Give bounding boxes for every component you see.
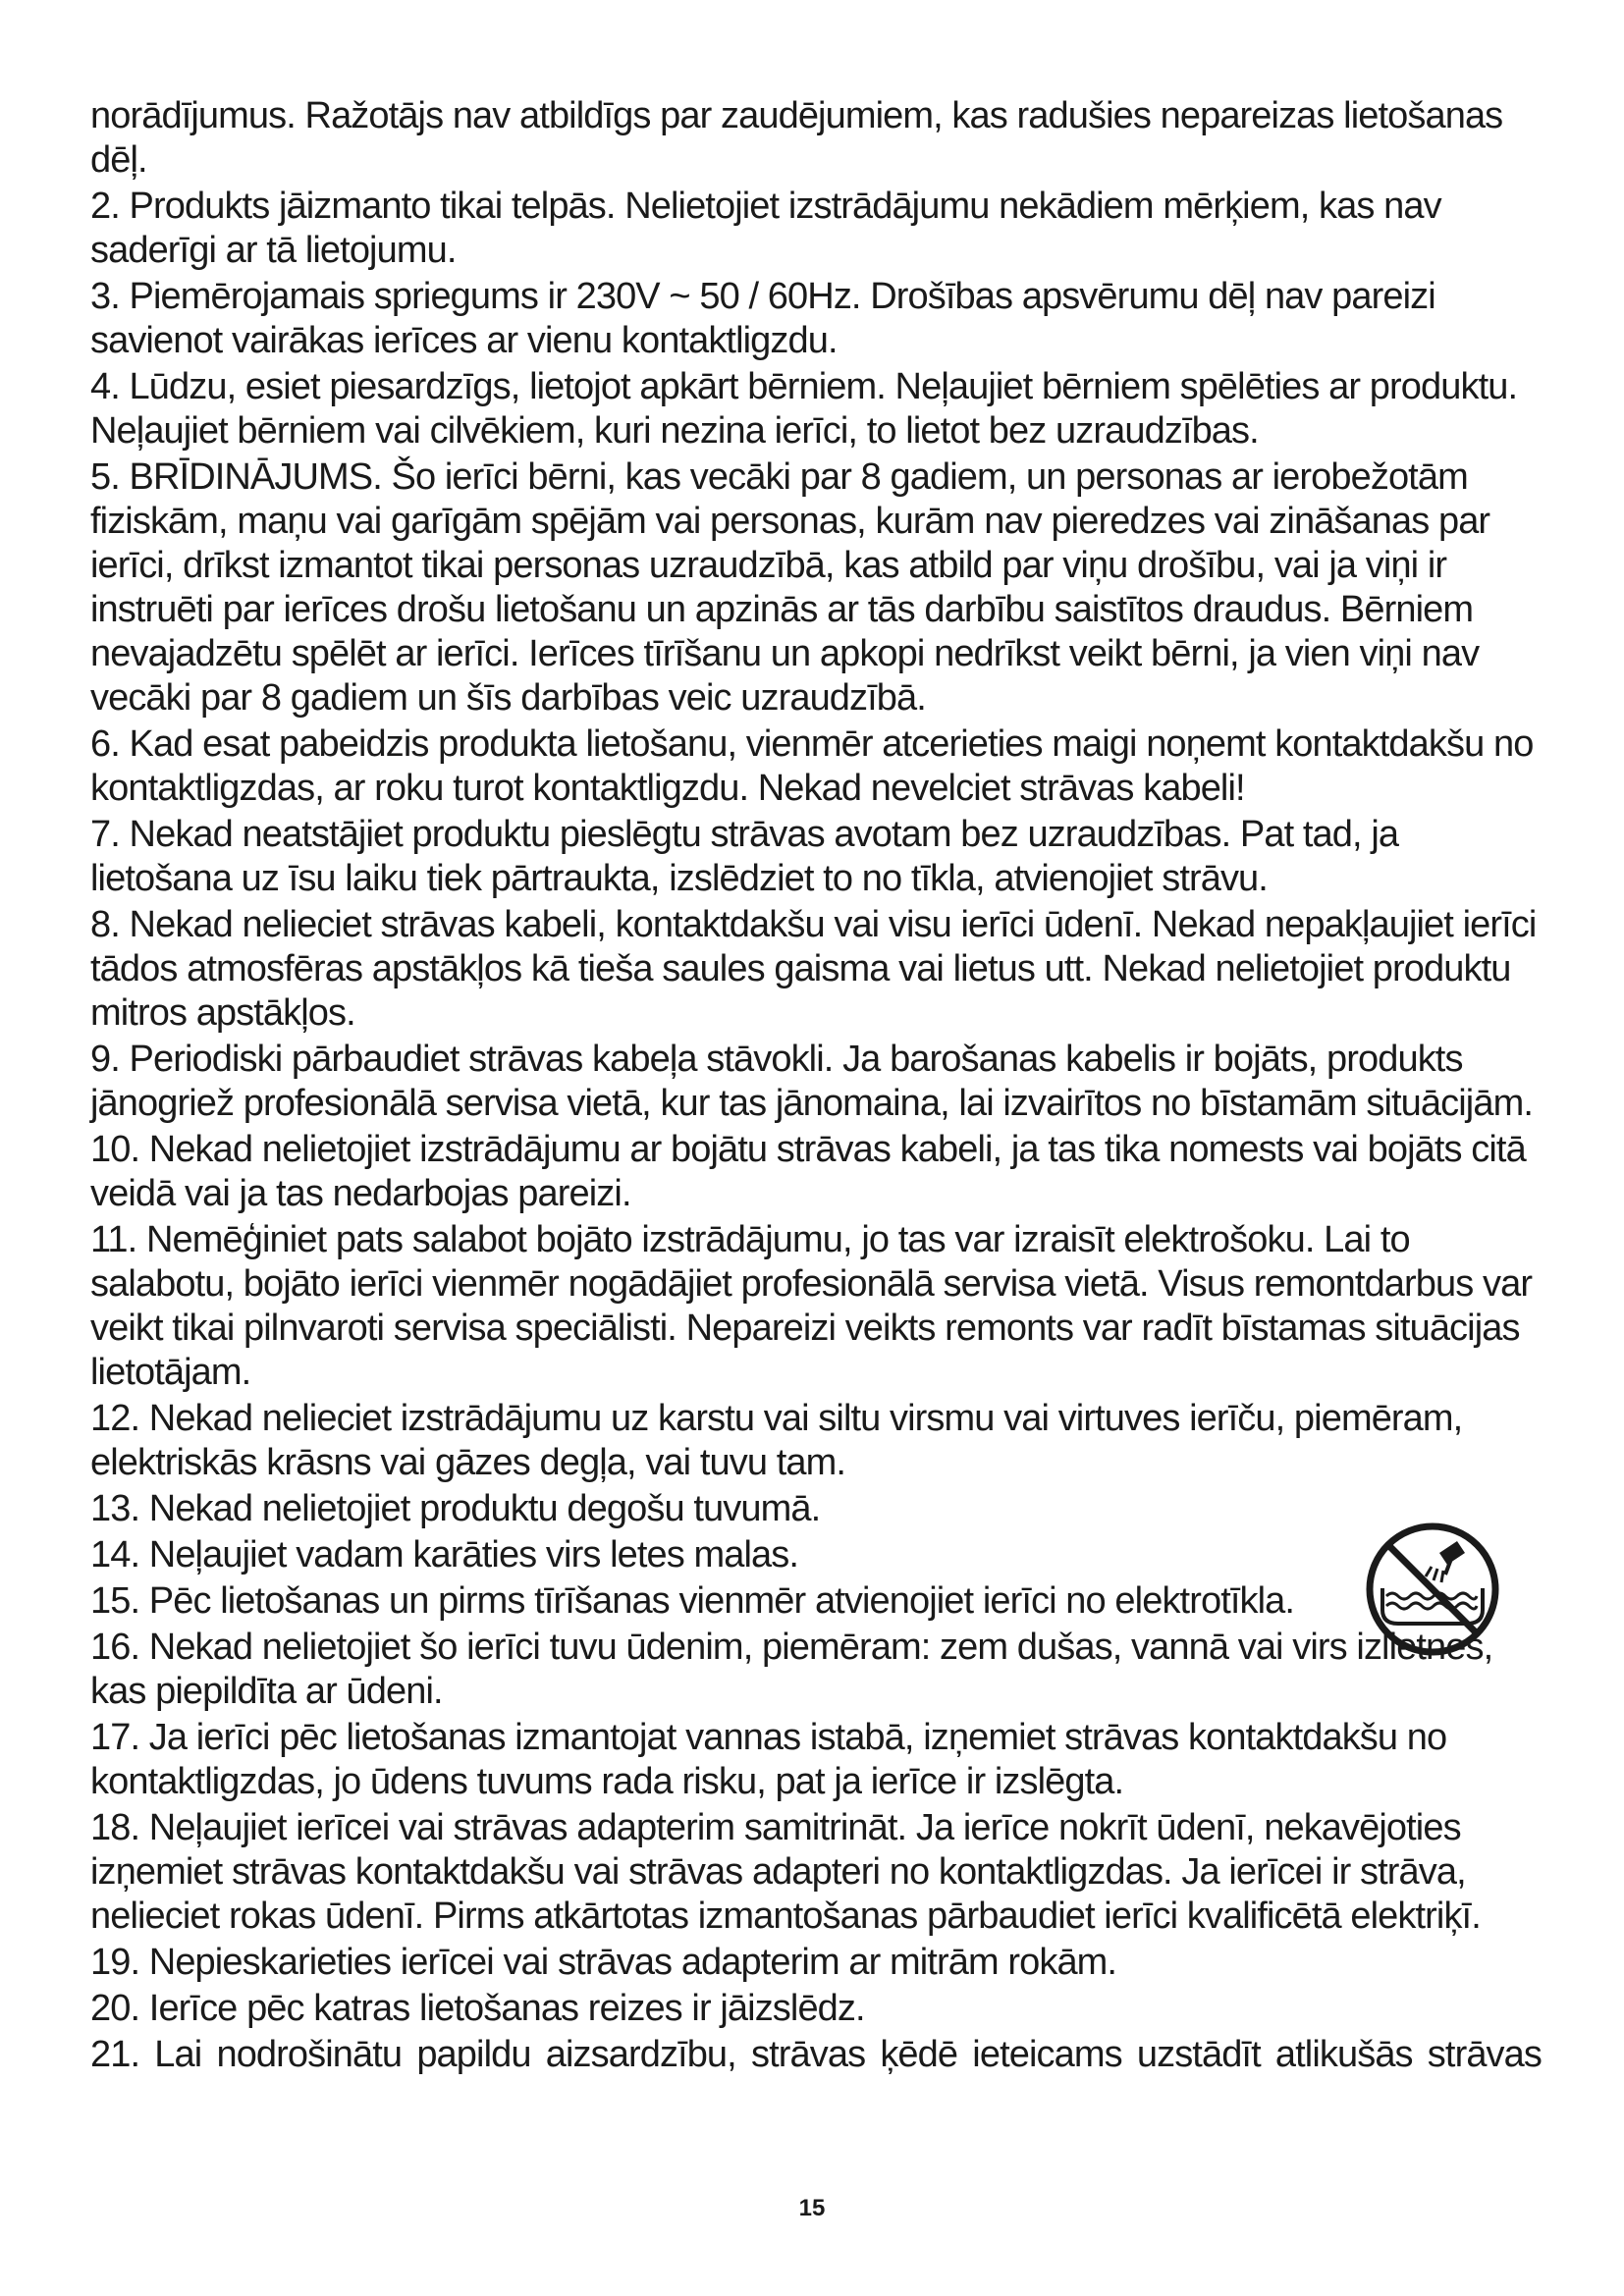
no-water-bath-icon xyxy=(1363,1520,1502,1659)
paragraph-5-warning: 5. BRĪDINĀJUMS. Šo ierīci bērni, kas vecāki par 8 gadiem, un personas ar ierobežotām fiziskām, maņu vai garīgām spējām vai personas, kurām nav pieredzes vai zināšanas par ierīci, drīkst izmantot tikai personas uzraudzībā, kas atbild par viņu drošību, vai ja viņi ir instruēti par ierīces drošu lietošanu un apzinās ar tās darbību saistītos draudus. Bērniem nevajadzētu spēlēt ar ierīci. Ierīces tīrīšanu un apkopi nedrīkst veikt bērni, ja vien viņi nav vecāki par 8 gadiem un šīs darbības veic uzraudzībā. xyxy=(90,456,1490,719)
paragraph-2: 2. Produkts jāizmanto tikai telpās. Nelietojiet izstrādājumu nekādiem mērķiem, kas nav saderīgi ar tā lietojumu. xyxy=(90,186,1441,271)
paragraph-4: 4. Lūdzu, esiet piesardzīgs, lietojot apkārt bērniem. Neļaujiet bērniem spēlēties ar produktu. Neļaujiet bērniem vai cilvēkiem, kuri nezina ierīci, to lietot bez uzraudzības. xyxy=(90,366,1518,452)
paragraph-7: 7. Nekad neatstājiet produktu pieslēgtu strāvas avotam bez uzraudzības. Pat tad, ja lietošana uz īsu laiku tiek pārtraukta, izslēdziet to no tīkla, atvienojiet strāvu. xyxy=(90,814,1399,899)
paragraph-21: 21. Lai nodrošinātu papildu aizsardzību, strāvas ķēdē ieteicams uzstādīt atlikušās strāvas xyxy=(90,2034,1542,2075)
paragraph-3: 3. Piemērojamais spriegums ir 230V ~ 50 / 60Hz. Drošības apsvērumu dēļ nav pareizi savienot vairākas ierīces ar vienu kontaktligzdu. xyxy=(90,276,1435,361)
paragraph-6: 6. Kad esat pabeidzis produkta lietošanu, vienmēr atcerieties maigi noņemt kontaktdakšu no kontaktligzdas, ar roku turot kontaktligzdu. Nekad nevelciet strāvas kabeli! xyxy=(90,723,1534,809)
paragraph-14: 14. Neļaujiet vadam karāties virs letes malas. xyxy=(90,1534,799,1575)
paragraph-8: 8. Nekad nelieciet strāvas kabeli, kontaktdakšu vai visu ierīci ūdenī. Nekad nepakļaujiet ierīci tādos atmosfēras apstākļos kā tieša saules gaisma vai lietus utt. Nekad nelietojiet produktu mitros apstākļos. xyxy=(90,904,1537,1034)
paragraph-13: 13. Nekad nelietojiet produktu degošu tuvumā. xyxy=(90,1488,821,1529)
paragraph-19: 19. Nepieskarieties ierīcei vai strāvas adapterim ar mitrām rokām. xyxy=(90,1942,1117,1983)
paragraph-9: 9. Periodiski pārbaudiet strāvas kabeļa stāvokli. Ja barošanas kabelis ir bojāts, produkts jānogriež profesionālā servisa vietā, kur tas jānomaina, lai izvairītos no bīstamām situācijām. xyxy=(90,1039,1533,1124)
paragraph-12: 12. Nekad nelieciet izstrādājumu uz karstu vai siltu virsmu vai virtuves ierīču, piemēram, elektriskās krāsns vai gāzes degļa, vai tuvu tam. xyxy=(90,1398,1463,1483)
paragraph-20: 20. Ierīce pēc katras lietošanas reizes ir jāizslēdz. xyxy=(90,1988,865,2029)
safety-instructions xyxy=(90,94,1542,2079)
paragraph-continuation: norādījumus. Ražotājs nav atbildīgs par zaudējumiem, kas radušies nepareizas lietošanas dēļ. xyxy=(90,95,1503,181)
paragraph-16: 16. Nekad nelietojiet šo ierīci tuvu ūdenim, piemēram: zem dušas, vannā vai virs izlietnes, kas piepildīta ar ūdeni. xyxy=(90,1627,1493,1712)
paragraph-11: 11. Nemēģiniet pats salabot bojāto izstrādājumu, jo tas var izraisīt elektrošoku. Lai to salabotu, bojāto ierīci vienmēr nogādājiet profesionālā servisa vietā. Visus remontdarbus var veikt tikai pilnvaroti servisa speciālisti. Nepareizi veikts remonts var radīt bīstamas situācijas lietotājam. xyxy=(90,1219,1533,1393)
paragraph-10: 10. Nekad nelietojiet izstrādājumu ar bojātu strāvas kabeli, ja tas tika nomests vai bojāts citā veidā vai ja tas nedarbojas pareizi. xyxy=(90,1129,1526,1214)
paragraph-17: 17. Ja ierīci pēc lietošanas izmantojat vannas istabā, izņemiet strāvas kontaktdakšu no kontaktligzdas, jo ūdens tuvums rada risku, pat ja ierīce ir izslēgta. xyxy=(90,1717,1447,1802)
paragraph-15: 15. Pēc lietošanas un pirms tīrīšanas vienmēr atvienojiet ierīci no elektrotīkla. xyxy=(90,1580,1295,1622)
page-number: 15 xyxy=(798,2195,826,2221)
paragraph-18: 18. Neļaujiet ierīcei vai strāvas adapterim samitrināt. Ja ierīce nokrīt ūdenī, nekavējoties izņemiet strāvas kontaktdakšu vai strāvas adapteri no kontaktligzdas. Ja ierīcei ir strāva, nelieciet rokas ūdenī. Pirms atkārtotas izmantošanas pārbaudiet ierīci kvalificētā elektriķī. xyxy=(90,1807,1481,1937)
